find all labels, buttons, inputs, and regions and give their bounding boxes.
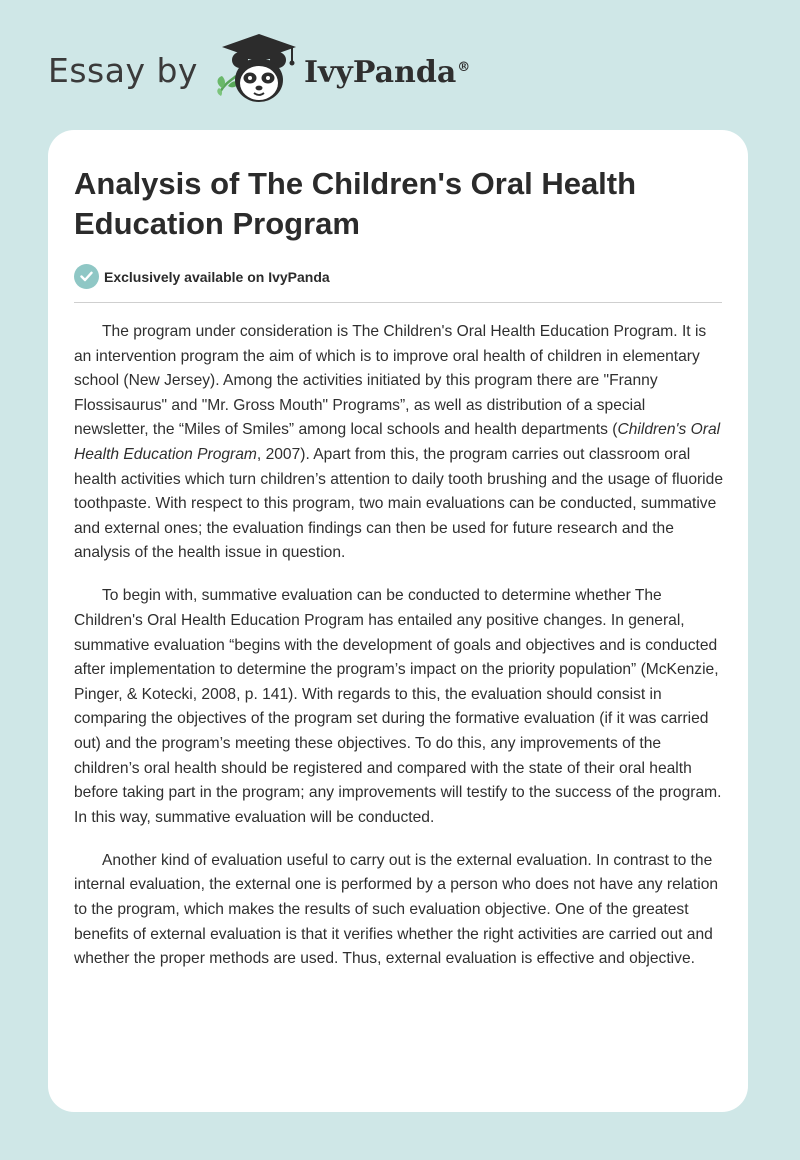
exclusive-badge — [74, 264, 330, 289]
citation-title: Children's Oral Health Education Program — [74, 421, 721, 463]
essay-body — [74, 320, 724, 990]
essay-title: Analysis of The Children's Oral Health Education Program — [74, 166, 637, 241]
paragraph-1: The program under consideration is The Children's Oral Health Education Program. It is an intervention program the aim of which is to improve oral health of children in elementary school (New Jersey). Among the activities initiated by this program there are "Franny Flossisaurus" and "Mr. Gross Mouth" Programs”, as well as distribution of a special newsletter, the “Miles of Smiles” among local schools and health departments (Children's Oral Health Education Program, 2007). Apart from this, the program carries out classroom oral health activities which turn children’s attention to daily tooth brushing and the usage of fluoride toothpaste. With respect to this program, two main evaluations can be conducted, summative and external ones; the evaluation findings can then be used for future research and the analysis of the health issue in question. — [74, 323, 723, 562]
site-header — [48, 30, 470, 110]
registered-mark: ® — [457, 59, 471, 75]
exclusive-label: Exclusively available on IvyPanda — [104, 268, 330, 285]
panda-logo-icon[interactable] — [212, 30, 302, 110]
check-icon — [74, 264, 99, 289]
paragraph-3: Another kind of evaluation useful to carry out is the external evaluation. In contrast to the internal evaluation, the external one is performed by a person who does not have any relation to the program, which makes the results of such evaluation objective. One of the greatest benefits of external evaluation is that it verifies whether the right activities are carried out and whether the proper methods are used. Thus, external evaluation is effective and objective. — [74, 851, 719, 968]
paragraph-2: To begin with, summative evaluation can be conducted to determine whether The Children's Oral Health Education Program has entailed any positive changes. In general, summative evaluation “begins with the development of goals and objectives and is conducted after implementation to determine the program’s impact on the priority population” (McKenzie, Pinger, & Kotecki, 2008, p. 141). With regards to this, the evaluation should consist in comparing the objectives of the program set during the formative evaluation (if it was carried out) and the program’s meeting these objectives. To do this, any improvements of the children’s oral health should be registered and compared with the state of their oral health before taking part in the program; any improvements will testify to the success of the program. In this way, summative evaluation will be conducted. — [74, 587, 722, 826]
divider — [74, 302, 722, 303]
essay-by-label: Essay by — [48, 50, 198, 90]
brand-name[interactable]: IvyPanda® — [303, 54, 471, 90]
essay-card — [48, 130, 748, 1112]
